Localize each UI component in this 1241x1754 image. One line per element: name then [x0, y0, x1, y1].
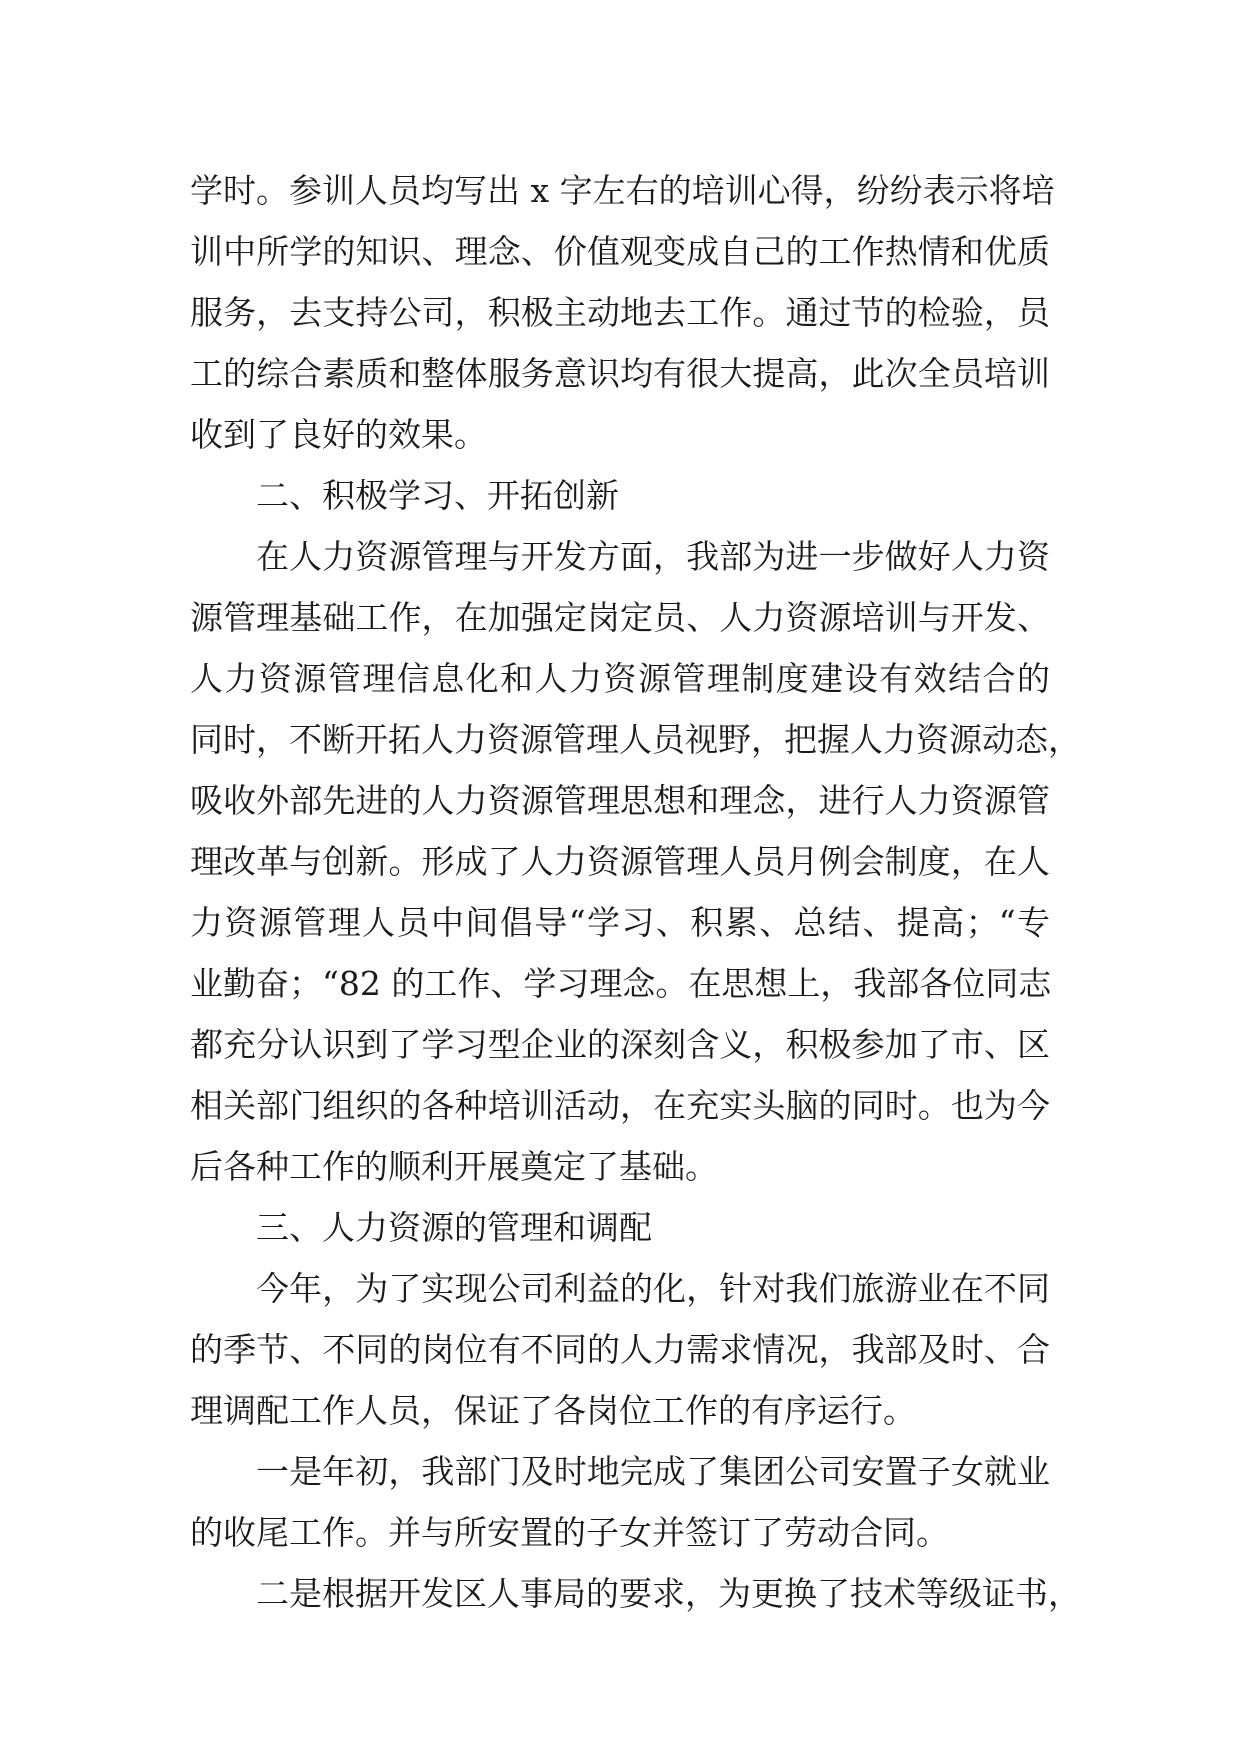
text-line: 力资源管理人员中间倡导“学习、积累、总结、提高；“专	[190, 903, 1050, 942]
text-line: 工的综合素质和整体服务意识均有很大提高，此次全员培训	[190, 354, 1050, 393]
text-line: 理改革与创新。形成了人力资源管理人员月例会制度，在人	[190, 842, 1050, 881]
text-line: 人力资源管理信息化和人力资源管理制度建设有效结合的	[190, 659, 1050, 698]
text-line: 吸收外部先进的人力资源管理思想和理念，进行人力资源管	[190, 781, 1050, 820]
text-line: 相关部门组织的各种培训活动，在充实头脑的同时。也为今	[190, 1086, 1050, 1125]
text-line: 在人力资源管理与开发方面，我部为进一步做好人力资	[256, 537, 1050, 576]
text-line: 二是根据开发区人事局的要求，为更换了技术等级证书，	[256, 1574, 1081, 1613]
text-line: 二、积极学习、开拓创新	[256, 476, 619, 515]
text-line: 服务，去支持公司，积极主动地去工作。通过节的检验，员	[190, 293, 1050, 332]
text-line: 源管理基础工作，在加强定岗定员、人力资源培训与开发、	[190, 598, 1050, 637]
text-line: 理调配工作人员，保证了各岗位工作的有序运行。	[190, 1391, 916, 1430]
text-line: 今年，为了实现公司利益的化，针对我们旅游业在不同	[256, 1269, 1050, 1308]
text-line: 同时，不断开拓人力资源管理人员视野，把握人力资源动态，	[190, 720, 1081, 759]
text-line: 训中所学的知识、理念、价值观变成自己的工作热情和优质	[190, 232, 1050, 271]
text-line: 三、人力资源的管理和调配	[256, 1208, 652, 1247]
text-line: 都充分认识到了学习型企业的深刻含义，积极参加了市、区	[190, 1025, 1050, 1064]
text-line: 学时。参训人员均写出 x 字左右的培训心得，纷纷表示将培	[190, 171, 1055, 210]
text-line: 收到了良好的效果。	[190, 415, 487, 454]
text-line: 的季节、不同的岗位有不同的人力需求情况，我部及时、合	[190, 1330, 1050, 1369]
text-line: 业勤奋；“82 的工作、学习理念。在思想上，我部各位同志	[190, 964, 1052, 1003]
text-line: 的收尾工作。并与所安置的子女并签订了劳动合同。	[190, 1513, 949, 1552]
text-line: 一是年初，我部门及时地完成了集团公司安置子女就业	[256, 1452, 1050, 1491]
text-line: 后各种工作的顺利开展奠定了基础。	[190, 1147, 718, 1186]
document-body	[190, 160, 1081, 1624]
